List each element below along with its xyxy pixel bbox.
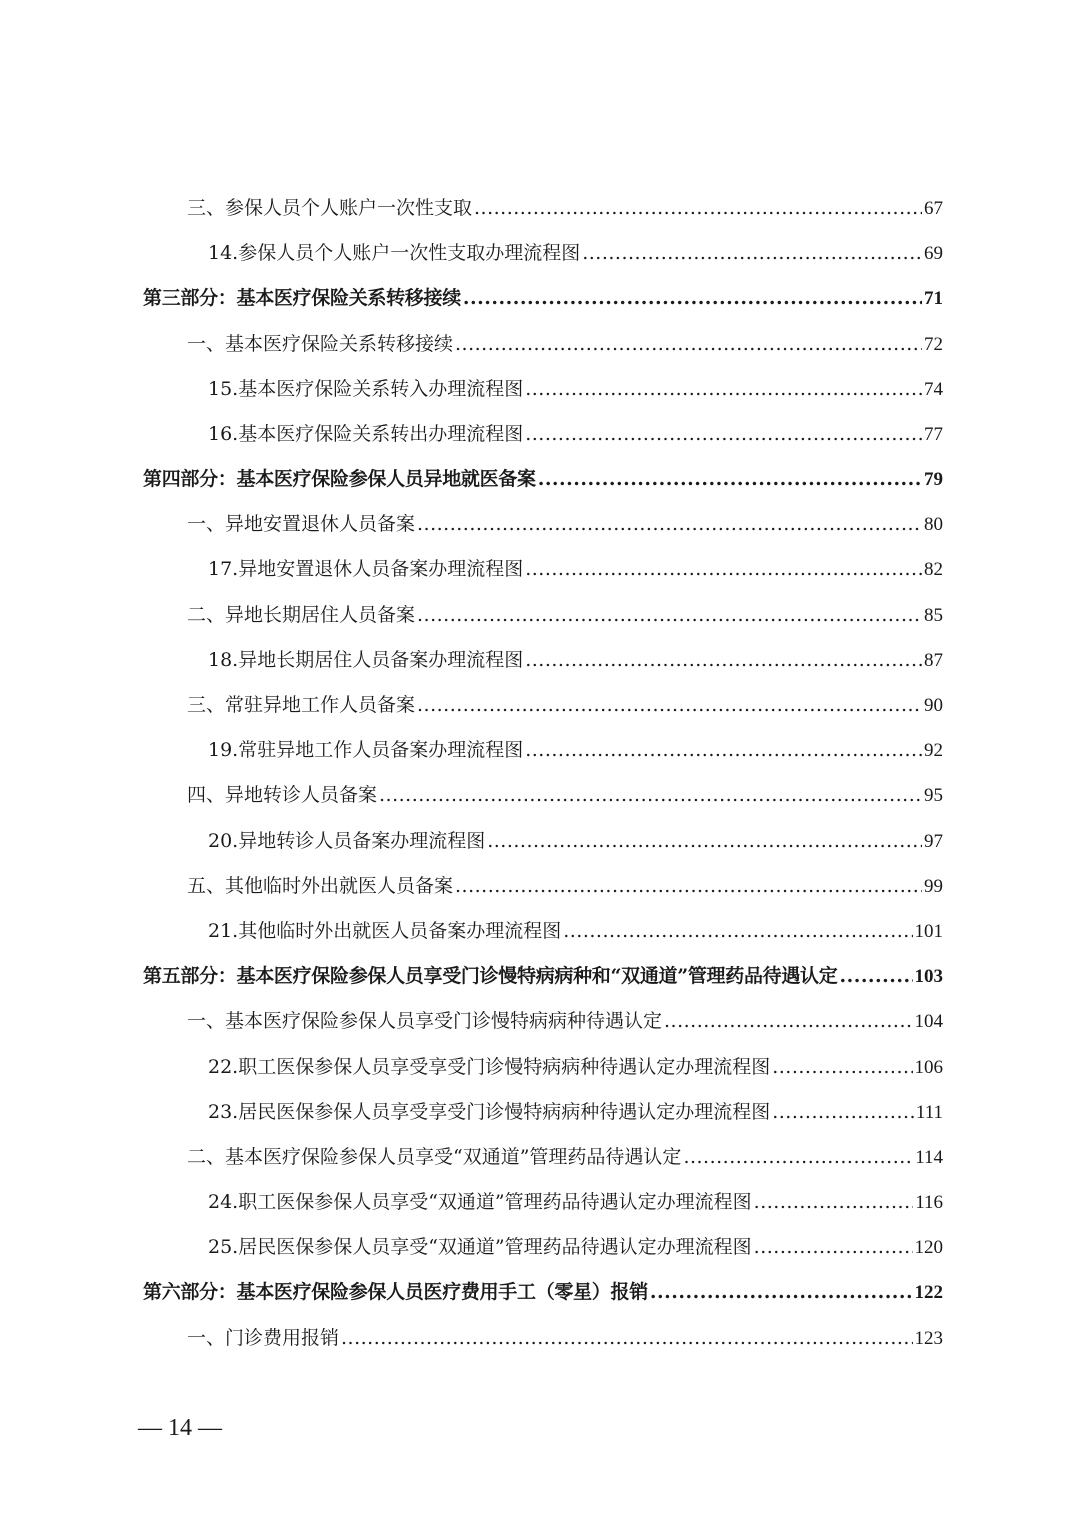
toc-entry-title: 22.职工医保参保人员享受享受门诊慢特病病种待遇认定办理流程图 — [208, 1055, 771, 1078]
toc-entry-title: 15.基本医疗保险关系转入办理流程图 — [208, 377, 524, 400]
toc-part-heading[interactable] — [143, 954, 943, 999]
toc-entry-title: 五、其他临时外出就医人员备案 — [187, 874, 454, 897]
toc-entry-title: 一、门诊费用报销 — [187, 1326, 340, 1349]
toc-entry[interactable] — [143, 728, 943, 773]
toc-leader-dots — [772, 1090, 914, 1135]
toc-entry-title: 14.参保人员个人账户一次性支取办理流程图 — [208, 242, 581, 265]
toc-leader-dots — [538, 457, 922, 502]
toc-leader-dots — [417, 683, 922, 728]
toc-entry-page: 99 — [924, 875, 943, 897]
toc-leader-dots — [455, 864, 922, 909]
toc-entry[interactable] — [143, 322, 943, 367]
toc-leader-dots — [341, 1316, 912, 1361]
toc-leader-dots — [650, 1271, 913, 1316]
toc-entry-page: 123 — [914, 1327, 943, 1349]
toc-entry-page: 67 — [924, 197, 943, 219]
toc-entry-page: 114 — [915, 1146, 943, 1168]
toc-leader-dots — [683, 1135, 913, 1180]
toc-entry-title: 三、常驻异地工作人员备案 — [187, 694, 416, 717]
toc-entry-page: 90 — [924, 695, 943, 717]
toc-entry-title: 20.异地转诊人员备案办理流程图 — [208, 829, 486, 852]
toc-entry-title: 19.常驻异地工作人员备案办理流程图 — [208, 739, 524, 762]
toc-part-heading[interactable] — [143, 1271, 943, 1316]
toc-entry[interactable] — [143, 548, 943, 593]
toc-entry-title: 第四部分：基本医疗保险参保人员异地就医备案 — [143, 468, 536, 491]
page-number: — 14 — — [138, 1415, 222, 1441]
toc-entry-title: 第五部分：基本医疗保险参保人员享受门诊慢特病病种和“双通道”管理药品待遇认定 — [143, 965, 838, 988]
toc-entry-page: 95 — [924, 785, 943, 807]
toc-entry-title: 一、异地安置退休人员备案 — [187, 513, 416, 536]
toc-entry-title: 24.职工医保参保人员享受“双通道”管理药品待遇认定办理流程图 — [208, 1191, 752, 1214]
toc-entry-title: 第六部分：基本医疗保险参保人员医疗费用手工（零星）报销 — [143, 1281, 648, 1304]
toc-entry[interactable] — [143, 1090, 943, 1135]
toc-entry[interactable] — [143, 231, 943, 276]
toc-leader-dots — [525, 412, 922, 457]
toc-entry-title: 17.异地安置退休人员备案办理流程图 — [208, 558, 524, 581]
toc-entry[interactable] — [143, 1135, 943, 1180]
toc-entry-page: 106 — [914, 1056, 943, 1078]
toc-entry-title: 25.居民医保参保人员享受“双通道”管理药品待遇认定办理流程图 — [208, 1236, 752, 1259]
toc-leader-dots — [839, 954, 912, 999]
toc-part-heading[interactable] — [143, 276, 943, 321]
toc-leader-dots — [463, 276, 922, 321]
toc-leader-dots — [754, 1180, 914, 1225]
toc-entry-title: 23.居民医保参保人员享受享受门诊慢特病病种待遇认定办理流程图 — [208, 1100, 771, 1123]
toc-entry[interactable] — [143, 1045, 943, 1090]
toc-leader-dots — [417, 502, 922, 547]
toc-leader-dots — [754, 1225, 913, 1270]
toc-entry-title: 第三部分：基本医疗保险关系转移接续 — [143, 287, 461, 310]
toc-entry-title: 三、参保人员个人账户一次性支取 — [187, 196, 473, 219]
toc-leader-dots — [525, 548, 922, 593]
toc-entry[interactable] — [143, 1316, 943, 1361]
toc-entry-page: 82 — [924, 559, 943, 581]
toc-leader-dots — [379, 773, 922, 818]
toc-entry[interactable] — [143, 909, 943, 954]
toc-entry[interactable] — [143, 1225, 943, 1270]
toc-entry[interactable] — [143, 819, 943, 864]
toc-entry[interactable] — [143, 186, 943, 231]
toc-entry[interactable] — [143, 502, 943, 547]
toc-entry-page: 104 — [914, 1011, 943, 1033]
toc-entry[interactable] — [143, 864, 943, 909]
toc-leader-dots — [525, 728, 922, 773]
toc-entry[interactable] — [143, 638, 943, 683]
toc-entry[interactable] — [143, 593, 943, 638]
toc-entry[interactable] — [143, 999, 943, 1044]
toc-entry-page: 120 — [914, 1237, 943, 1259]
toc-entry-page: 97 — [924, 830, 943, 852]
toc-leader-dots — [455, 322, 922, 367]
toc-entry-page: 101 — [914, 920, 943, 942]
toc-entry-page: 85 — [924, 604, 943, 626]
toc-entry-page: 74 — [924, 378, 943, 400]
toc-entry-page: 79 — [924, 469, 943, 491]
toc-entry-page: 111 — [915, 1101, 943, 1123]
toc-entry-page: 116 — [915, 1192, 943, 1214]
toc-entry-title: 四、异地转诊人员备案 — [187, 784, 378, 807]
toc-entry-title: 二、基本医疗保险参保人员享受“双通道”管理药品待遇认定 — [187, 1145, 682, 1168]
toc-part-heading[interactable] — [143, 457, 943, 502]
toc-entry-page: 71 — [924, 288, 943, 310]
toc-entry-title: 二、异地长期居住人员备案 — [187, 603, 416, 626]
toc-leader-dots — [664, 999, 912, 1044]
toc-entry[interactable] — [143, 683, 943, 728]
table-of-contents — [143, 186, 943, 1361]
toc-entry[interactable] — [143, 773, 943, 818]
toc-entry-page: 72 — [924, 333, 943, 355]
toc-entry-page: 87 — [924, 649, 943, 671]
toc-leader-dots — [417, 593, 922, 638]
toc-leader-dots — [487, 819, 922, 864]
toc-entry-title: 16.基本医疗保险关系转出办理流程图 — [208, 422, 524, 445]
toc-leader-dots — [582, 231, 922, 276]
toc-leader-dots — [563, 909, 912, 954]
toc-leader-dots — [474, 186, 922, 231]
toc-entry[interactable] — [143, 412, 943, 457]
toc-leader-dots — [772, 1045, 912, 1090]
toc-entry-page: 77 — [924, 423, 943, 445]
toc-entry-title: 一、基本医疗保险关系转移接续 — [187, 332, 454, 355]
toc-entry-page: 80 — [924, 514, 943, 536]
toc-entry-page: 92 — [924, 740, 943, 762]
toc-entry-page: 69 — [924, 243, 943, 265]
toc-entry-page: 122 — [914, 1282, 943, 1304]
toc-entry[interactable] — [143, 1180, 943, 1225]
toc-entry-title: 21.其他临时外出就医人员备案办理流程图 — [208, 919, 562, 942]
toc-entry-title: 一、基本医疗保险参保人员享受门诊慢特病病种待遇认定 — [187, 1010, 663, 1033]
toc-entry-title: 18.异地长期居住人员备案办理流程图 — [208, 648, 524, 671]
toc-leader-dots — [525, 638, 922, 683]
toc-leader-dots — [525, 367, 922, 412]
toc-entry[interactable] — [143, 367, 943, 412]
toc-entry-page: 103 — [914, 966, 943, 988]
